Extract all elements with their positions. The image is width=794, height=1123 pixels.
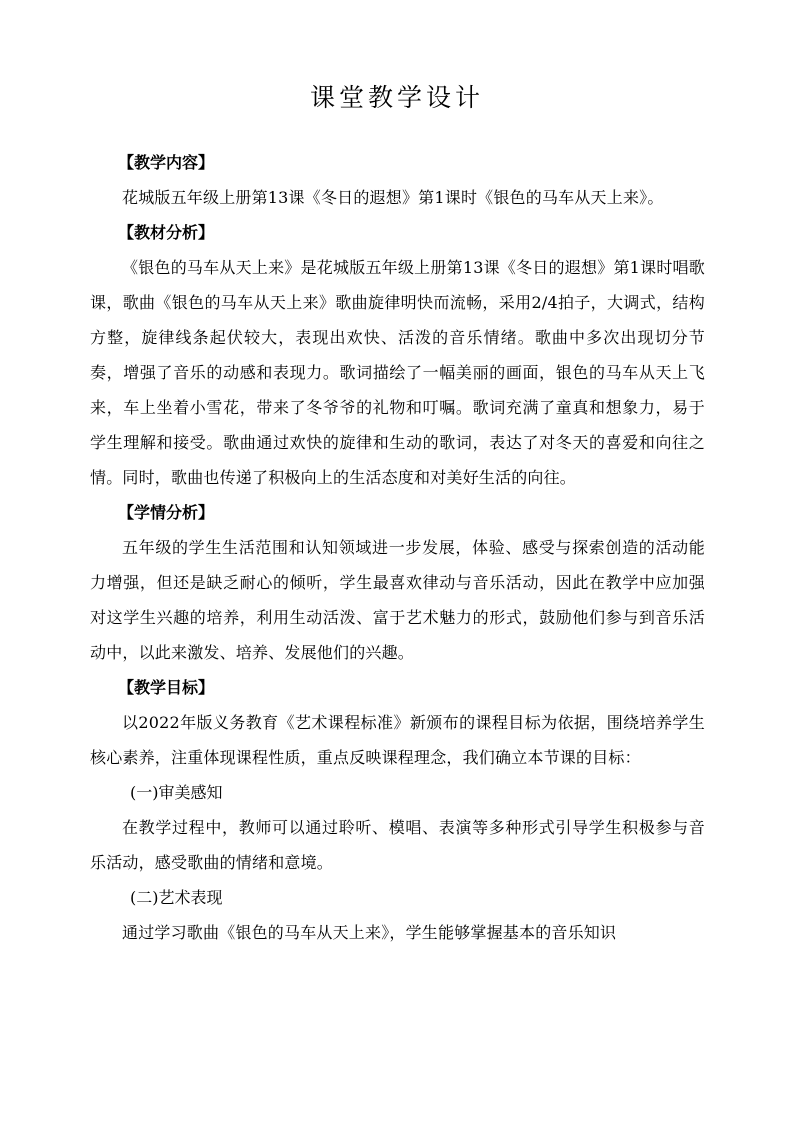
goal-paragraph-artistic-expression: 通过学习歌曲《银色的马车从天上来》，学生能够掌握基本的音乐知识 [122, 923, 617, 942]
section-paragraph-content: 花城版五年级上册第13课《冬日的遐想》第1课时《银色的马车从天上来》。 [122, 188, 664, 207]
section-heading-student-analysis: 【学情分析】 [118, 503, 215, 522]
section-heading-content: 【教学内容】 [118, 153, 215, 172]
document-body [90, 145, 705, 950]
page-title: 课堂教学设计 [309, 83, 484, 112]
section-paragraph-student-analysis: 五年级的学生生活范围和认知领域进一步发展，体验、感受与探索创造的活动能力增强，但还是缺乏耐心的倾听，学生最喜欢律动与音乐活动，因此在教学中应加强对这学生兴趣的培养，利用生动活泼、富于艺术魅力的形式，鼓励他们参与到音乐活动中，以此来激发、培养、发展他们的兴趣。 [90, 538, 705, 662]
section-paragraph-teaching-goals: 以2022年版义务教育《艺术课程标准》新颁布的课程目标为依据，围绕培养学生核心素养，注重体现课程性质，重点反映课程理念，我们确立本节课的目标： [90, 713, 705, 767]
goal-subheading-artistic-expression: (二)艺术表现 [130, 888, 223, 907]
section-heading-material-analysis: 【教材分析】 [118, 223, 215, 242]
goal-paragraph-aesthetic-perception: 在教学过程中，教师可以通过聆听、模唱、表演等多种形式引导学生积极参与音乐活动，感受歌曲的情绪和意境。 [90, 818, 705, 872]
goal-subheading-aesthetic-perception: (一)审美感知 [130, 783, 223, 802]
section-paragraph-material-analysis: 《银色的马车从天上来》是花城版五年级上册第13课《冬日的遐想》第1课时唱歌课，歌曲《银色的马车从天上来》歌曲旋律明快而流畅，采用2/4拍子，大调式，结构方整，旋律线条起伏较大，表现出欢快、活泼的音乐情绪。歌曲中多次出现切分节奏，增强了音乐的动感和表现力。歌词描绘了一幅美丽的画面，银色的马车从天上飞来，车上坐着小雪花，带来了冬爷爷的礼物和叮嘱。歌词充满了童真和想象力，易于学生理解和接受。歌曲通过欢快的旋律和生动的歌词，表达了对冬天的喜爱和向往之情。同时，歌曲也传递了积极向上的生活态度和对美好生活的向往。 [90, 258, 705, 487]
section-heading-teaching-goals: 【教学目标】 [118, 678, 215, 697]
